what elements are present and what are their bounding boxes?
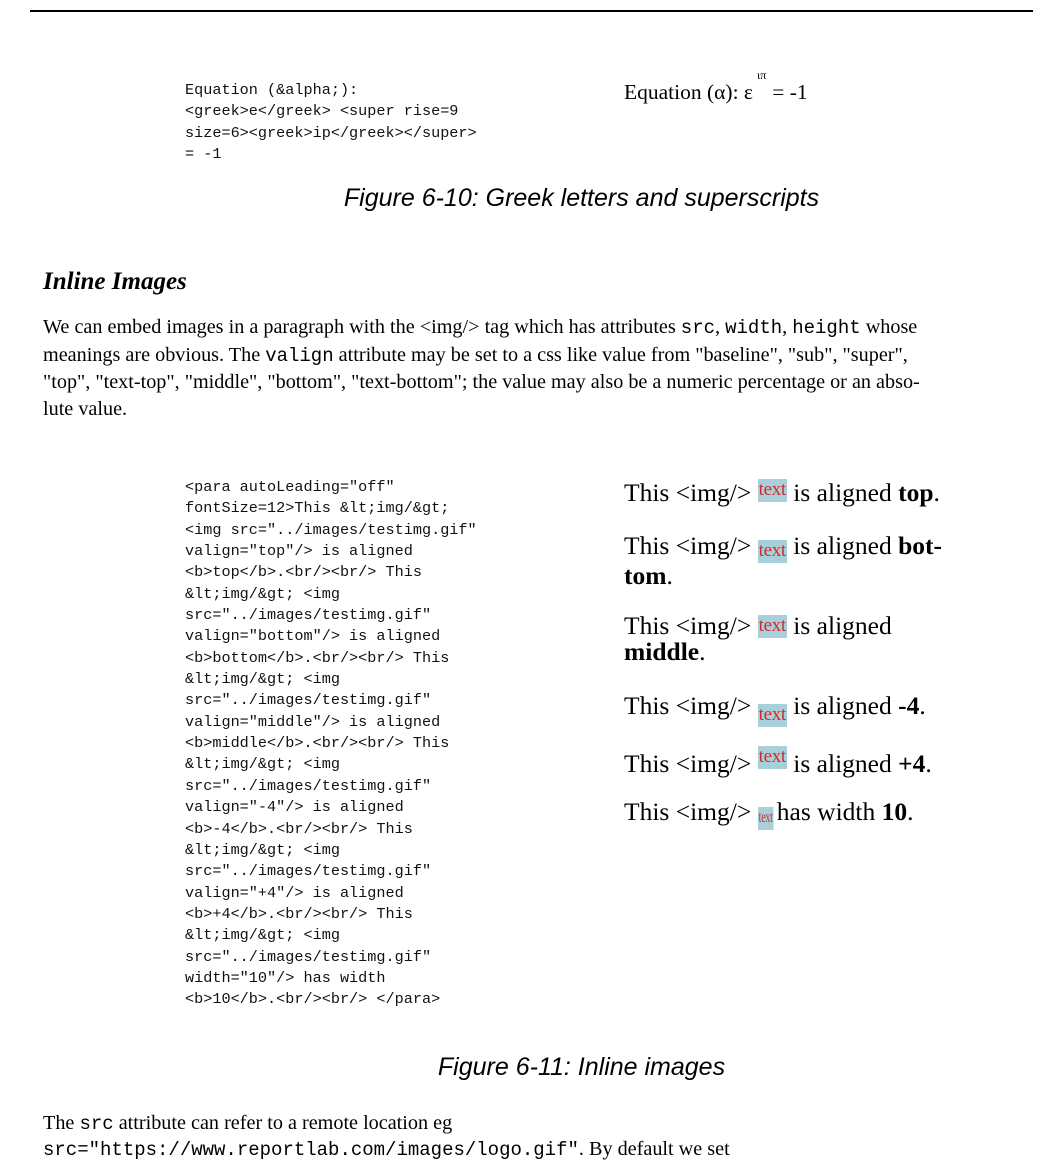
figure-6-10-caption: Figure 6-10: Greek letters and superscripts — [343, 184, 820, 212]
test-image: text — [758, 615, 786, 636]
code-line: Equation (&alpha;): — [185, 81, 359, 99]
demo-line-top: This <img/> text is aligned top. — [624, 478, 940, 507]
code-line: = -1 — [185, 145, 222, 164]
demo-line-bottom: This <img/> text is aligned bot- tom. — [624, 531, 943, 590]
test-image: text — [758, 540, 786, 561]
test-image: text — [758, 746, 786, 767]
tail-paragraph: The src attribute can refer to a remote location eg — [43, 1112, 453, 1135]
code-line: <greek>e</greek> <super rise=9 — [185, 102, 459, 121]
test-image-narrow: text — [758, 807, 773, 830]
section-heading: Inline Images — [43, 268, 187, 295]
greek-code-listing — [185, 80, 477, 165]
test-image: text — [758, 704, 786, 725]
tail-paragraph-cut-line: src="https://www.reportlab.com/images/logo.gif". By default we set — [43, 1138, 730, 1161]
equation-superscript: ιπ — [756, 68, 767, 82]
demo-line-plus-4: This <img/> text is aligned +4. — [624, 746, 932, 778]
figure-6-11-caption: Figure 6-11: Inline images — [437, 1053, 726, 1081]
top-rule — [30, 10, 1033, 12]
demo-line-width-10: This <img/> text has width 10. — [624, 799, 913, 830]
code-line: size=6><greek>ip</greek></super> — [185, 123, 477, 142]
demo-line-minus-4: This <img/> text is aligned -4. — [624, 691, 926, 725]
demo-line-middle: This <img/> text is aligned middle. — [624, 611, 892, 666]
intro-paragraph: We can embed images in a paragraph with the <img/> tag which has attributes src, width, height whose meanings are obvious. The valign attribute may be set to a css like value from "baseline", "sub", "super", "top", "text-top", "middle", "bottom", "text-bottom"; the value may also be a numeric percentage or an abso- lute value. — [43, 316, 920, 420]
test-image: text — [758, 479, 786, 500]
equation-rendered: Equation (α): $\varepsilon^{\iota\pi}= -1$ — [624, 68, 808, 104]
inline-images-code-listing: <para autoLeading="off" fontSize=12>This &lt;img/&gt; <img src="../images/testimg.gif" valign="top"/> is aligned <b>top</b>.<br/><br/> This &lt;img/&gt; <img src="../images/testimg.gif" valign="bottom"/> is aligned <b>bottom</b>.<br/><br/> This &lt;img/&gt; <img src="../images/testimg.gif" valign="middle"/> is aligned <b>middle</b>.<br/><br/> This &lt;img/&gt; <img src="../images/testimg.gif" valign="-4"/> is aligned <b>-4</b>.<br/><br/> This &lt;img/&gt; <img src="../images/testimg.gif" valign="+4"/> is aligned <b>+4</b>.<br/><br/> This &lt;img/&gt; <img src="../images/testimg.gif" width="10"/> has width <b>10</b>.<br/><br/> </para> — [185, 478, 477, 1009]
